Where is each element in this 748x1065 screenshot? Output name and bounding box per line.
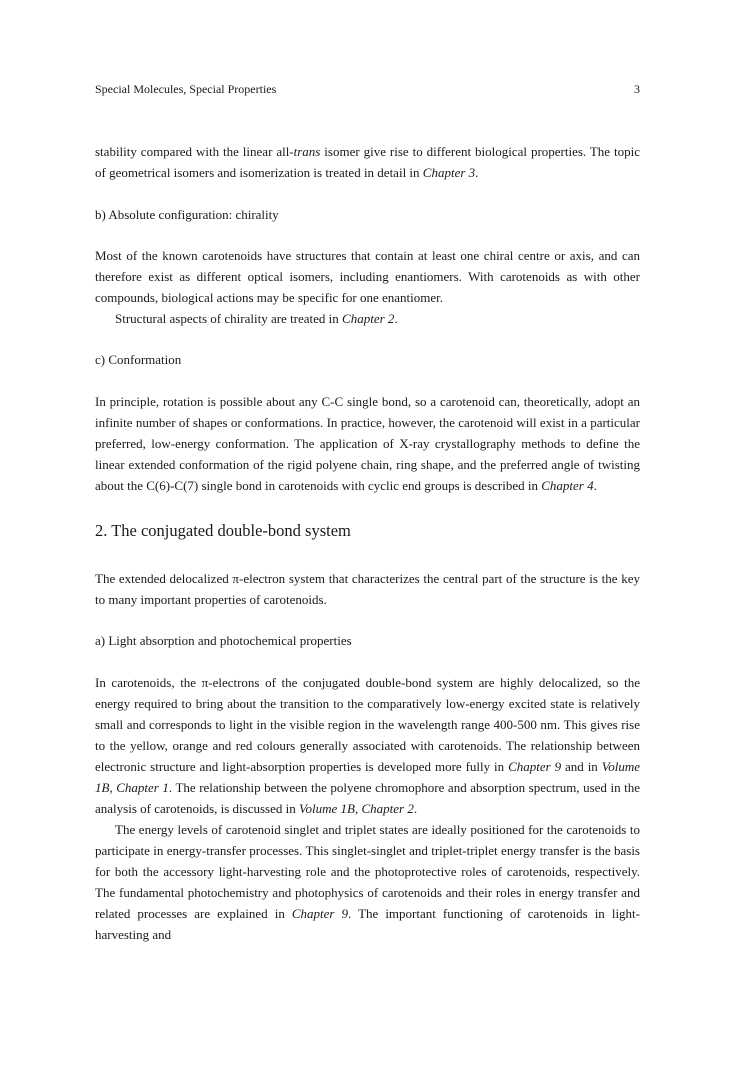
running-header (95, 81, 640, 97)
paragraph-light-absorption: In carotenoids, the π-electrons of the conjugated double-bond system are highly delocalized, so the energy required to bring about the transition to the comparatively low-energy excited state is relatively small and corresponds to light in the visible region in the wavelength range 400-500 nm. This gives rise to the yellow, orange and red colours generally associated with carotenoids. The relationship between electronic structure and light-absorption properties is developed more fully in Chapter 9 and in Volume 1B, Chapter 1. The relationship between the polyene chromophore and absorption spectrum, used in the analysis of carotenoids, is discussed in Volume 1B, Chapter 2. (95, 675, 640, 816)
page-number: 3 (634, 82, 640, 96)
paragraph-energy-transfer: The energy levels of carotenoid singlet and triplet states are ideally positioned for the carotenoids to participate in energy-transfer processes. This singlet-singlet and triplet-triplet energy transfer is the basis for both the accessory light-harvesting role and the photoprotective roles of carotenoids, respectively. The fundamental photochemistry and photophysics of carotenoids and their roles in energy transfer and related processes are explained in Chapter 9. The important functioning of carotenoids in light-harvesting and (95, 822, 641, 942)
paragraph-conformation: In principle, rotation is possible about any C-C single bond, so a carotenoid can, theoretically, adopt an infinite number of shapes or conformations. In practice, however, the carotenoid will exist in a particular preferred, low-energy conformation. The application of X-ray crystallography methods to define the linear extended conformation of the rigid polyene chain, ring shape, and the preferred angle of twisting about the C(6)-C(7) single bond in carotenoids with cyclic end groups is described in Chapter 4. (95, 394, 640, 493)
running-header-title: Special Molecules, Special Properties (95, 82, 277, 96)
paragraph-delocalized-system: The extended delocalized π-electron system that characterizes the central part of the structure is the key to many important properties of carotenoids. (95, 571, 640, 607)
subheading-light-absorption: a) Light absorption and photochemical properties (95, 633, 352, 648)
paragraph-stability: stability compared with the linear all-trans isomer give rise to different biological properties. The topic of geometrical isomers and isomerization is treated in detail in Chapter 3. (95, 144, 640, 180)
section-heading-conjugated-system: 2. The conjugated double-bond system (95, 521, 351, 540)
body-text (95, 141, 640, 945)
subheading-chirality: b) Absolute configuration: chirality (95, 207, 279, 222)
paragraph-chirality: Most of the known carotenoids have structures that contain at least one chiral centre or axis, and can therefore exist as different optical isomers, including enantiomers. With carotenoids as with other compounds, biological actions may be specific for one enantiomer. (95, 248, 640, 305)
subheading-conformation: c) Conformation (95, 352, 182, 367)
paragraph-chirality-reference: Structural aspects of chirality are treated in Chapter 2. (115, 311, 398, 326)
